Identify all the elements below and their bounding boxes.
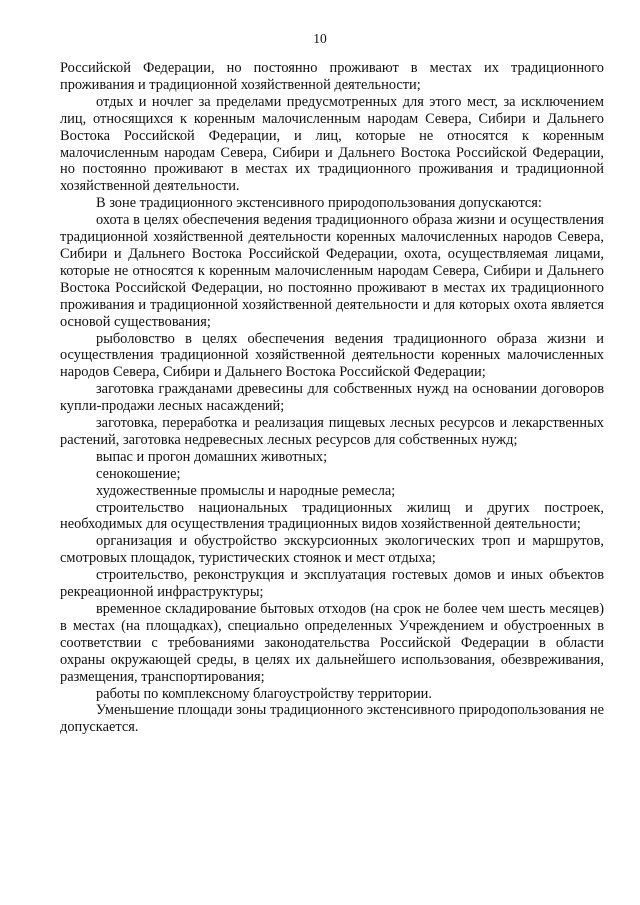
paragraph-closing: Уменьшение площади зоны традиционного экстенсивного природопользования не допускается.	[60, 702, 604, 736]
list-item: работы по комплексному благоустройству территории.	[96, 685, 432, 702]
body-text	[60, 60, 604, 736]
list-item: художественные промыслы и народные ремесла;	[96, 482, 396, 499]
list-item: заготовка, переработка и реализация пищевых лесных ресурсов и лекарственных растений, заготовка недревесных лесных ресурсов для собственных нужд;	[60, 415, 604, 448]
paragraph: отдых и ночлег за пределами предусмотренных для этого мест, за исключением лиц, относящихся к коренным малочисленным народам Севера, Сибири и Дальнего Востока Российской Федерации, и лиц, которые не относятся к коренным малочисленным народам Севера, Сибири и Дальнего Востока Российской Федерации, но постоянно проживают в местах их традиционного проживания и традиционной хозяйственной деятельности.	[60, 93, 604, 195]
paragraph-heading: В зоне традиционного экстенсивного природопользования допускаются:	[96, 195, 542, 212]
list-item: строительство национальных традиционных жилищ и других построек, необходимых для осуществления традиционных видов хозяйственной деятельности;	[60, 499, 604, 533]
list-item: сенокошение;	[96, 465, 181, 482]
list-item: рыболовство в целях обеспечения ведения традиционного образа жизни и осуществления традиционной хозяйственной деятельности коренных малочисленных народов Севера, Сибири и Дальнего Востока Российской Федерации;	[60, 330, 604, 381]
page-number: 10	[313, 31, 327, 46]
list-item: строительство, реконструкция и эксплуатация гостевых домов и иных объектов рекреационной инфраструктуры;	[60, 567, 604, 601]
list-item: заготовка гражданами древесины для собственных нужд на основании договоров купли-продажи лесных насаждений;	[60, 381, 604, 415]
list-item: выпас и прогон домашних животных;	[96, 448, 328, 465]
list-item: организация и обустройство экскурсионных экологических троп и маршрутов, смотровых площадок, туристических стоянок и мест отдыха;	[60, 533, 604, 567]
paragraph-continuation: Российской Федерации, но постоянно проживают в местах их традиционного проживания и традиционной хозяйственной деятельности;	[60, 60, 604, 93]
list-item: охота в целях обеспечения ведения традиционного образа жизни и осуществления традиционной хозяйственной деятельности коренных малочисленных народов Севера, Сибири и Дальнего Востока Российской Федерации, охота, осуществляемая лицами, которые не относятся к коренным малочисленным народам Севера, Сибири и Дальнего Востока Российской Федерации, но постоянно проживают в местах их традиционного проживания и традиционной хозяйственной деятельности и для которых охота является основой существования;	[60, 212, 604, 330]
list-item: временное складирование бытовых отходов (на срок не более чем шесть месяцев) в местах (на площадках), специально определенных Учреждением и обустроенных в соответствии с требованиями законодательства Российской Федерации в области охраны окружающей среды, в целях их дальнейшего использования, обезвреживания, размещения, транспортирования;	[60, 601, 604, 685]
